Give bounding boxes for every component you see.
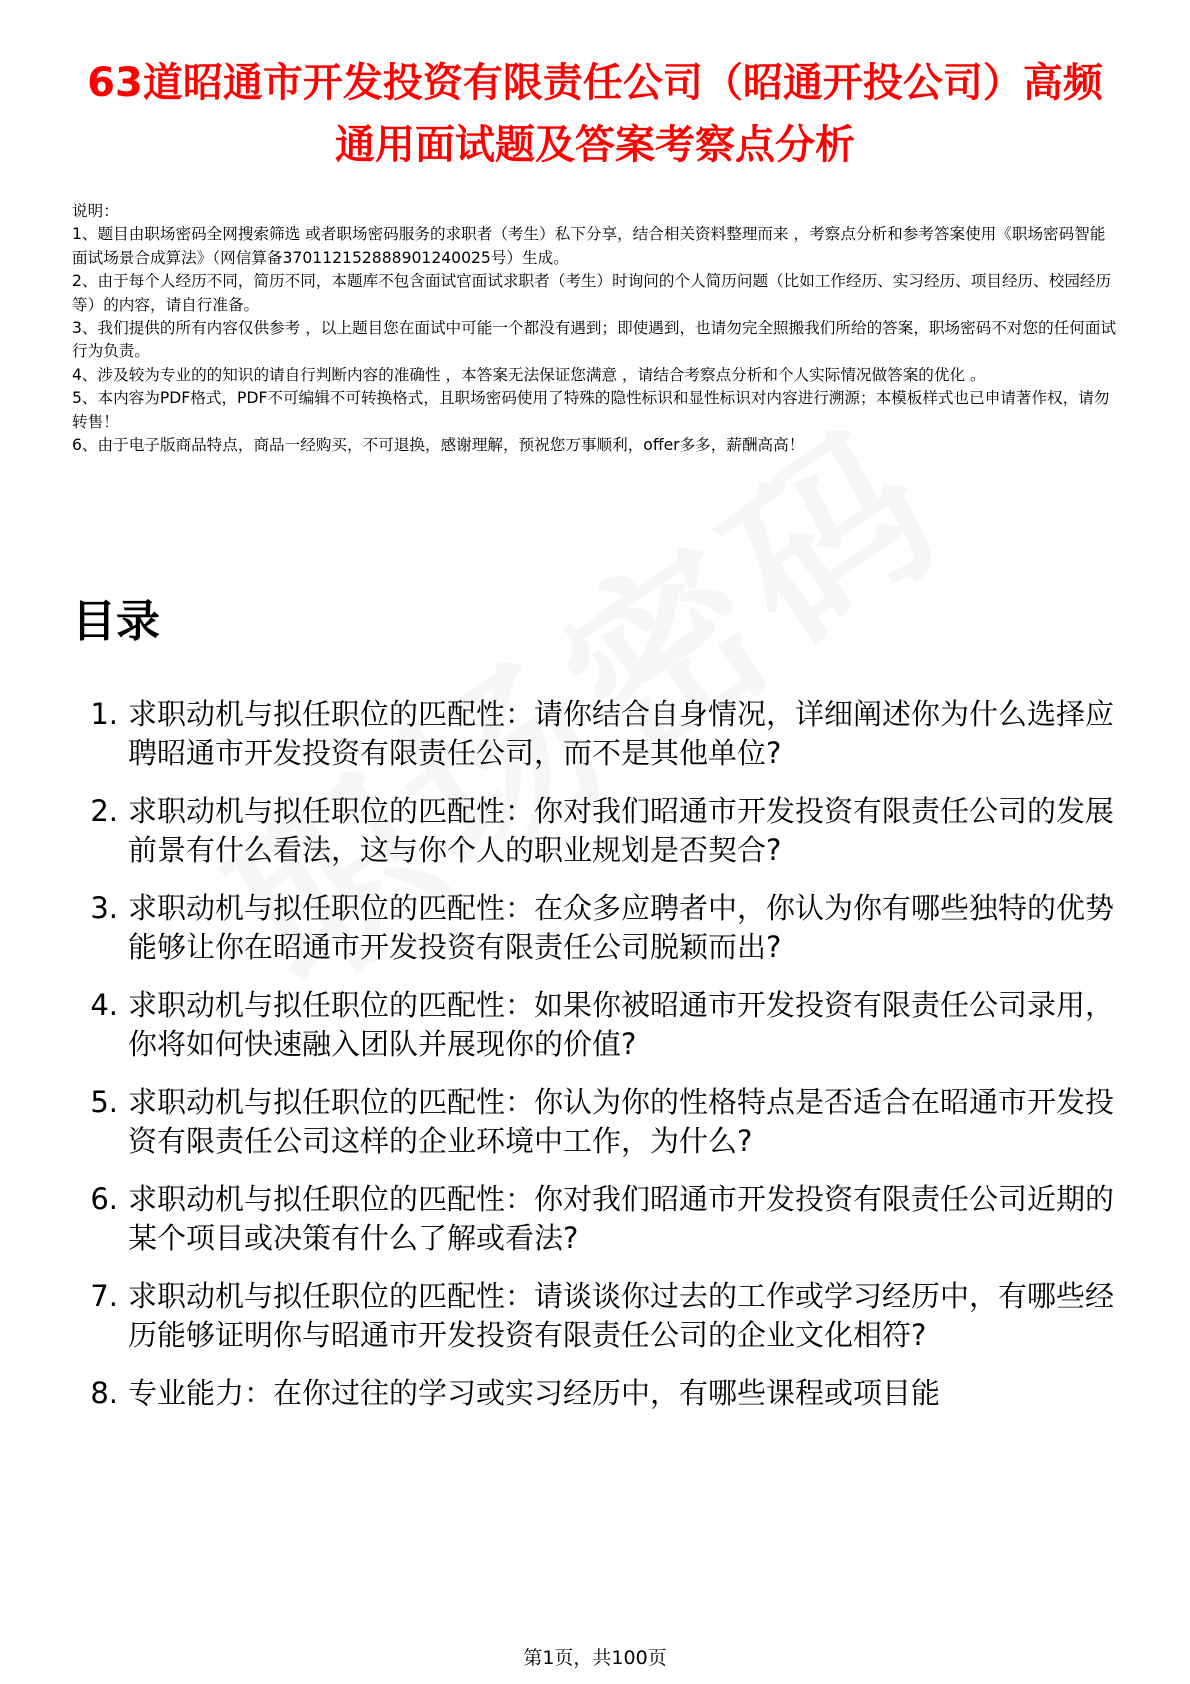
toc-item-number: 7. (90, 1279, 118, 1313)
toc-item[interactable] (72, 792, 1120, 870)
toc-item-number: 5. (90, 1085, 118, 1119)
page-footer: 第1页，共100页 (523, 1647, 667, 1669)
toc-item-text: 求职动机与拟任职位的匹配性：如果你被昭通市开发投资有限责任公司录用，你将如何快速融入团队并展现你的价值? (128, 988, 1115, 1061)
notes-line: 4、涉及较为专业的的知识的请自行判断内容的准确性 ，本答案无法保证您满意 ，请结合考察点分析和个人实际情况做答案的优化 。 (72, 365, 986, 384)
toc-item-text: 求职动机与拟任职位的匹配性：你对我们昭通市开发投资有限责任公司的发展前景有什么看法，这与你个人的职业规划是否契合? (128, 794, 1115, 867)
toc-item[interactable] (72, 1083, 1120, 1161)
toc-item-number: 1. (90, 697, 118, 731)
toc-item-text: 求职动机与拟任职位的匹配性：在众多应聘者中，你认为你有哪些独特的优势能够让你在昭通市开发投资有限责任公司脱颖而出? (128, 891, 1115, 964)
notes-line: 2、由于每个人经历不同，简历不同，本题库不包含面试官面试求职者（考生）时询问的个人简历问题（比如工作经历、实习经历、项目经历、校园经历等）的内容，请自行准备。 (72, 272, 1112, 314)
toc-item[interactable] (72, 889, 1120, 967)
toc-item-text: 求职动机与拟任职位的匹配性：你对我们昭通市开发投资有限责任公司近期的某个项目或决策有什么了解或看法? (128, 1182, 1115, 1255)
toc-item-text: 求职动机与拟任职位的匹配性：请你结合自身情况，详细阐述你为什么选择应聘昭通市开发投资有限责任公司，而不是其他单位? (128, 697, 1115, 770)
toc-item[interactable] (72, 1277, 1120, 1355)
toc-item[interactable] (72, 1374, 1120, 1413)
toc-item-number: 4. (90, 988, 118, 1022)
toc-item-number: 6. (90, 1182, 118, 1216)
toc-item[interactable] (72, 1180, 1120, 1258)
notes-line: 6、由于电子版商品特点，商品一经购买，不可退换，感谢理解，预祝您万事顺利，offer多多，薪酬高高！ (72, 436, 805, 455)
toc-item-number: 3. (90, 891, 118, 925)
notes-line: 说明： (72, 202, 119, 220)
notes-line: 5、本内容为PDF格式，PDF不可编辑不可转换格式，且职场密码使用了特殊的隐性标识和显性标识对内容进行溯源；本模板样式也已申请著作权，请勿转售！ (72, 389, 1110, 431)
notes-section (72, 200, 1120, 457)
notes-line: 3、我们提供的所有内容仅供参考 ，以上题目您在面试中可能一个都没有遇到；即使遇到，也请勿完全照搬我们所给的答案，职场密码不对您的任何面试行为负责。 (72, 319, 1117, 361)
toc-item[interactable] (72, 986, 1120, 1064)
toc-heading: 目录 (72, 596, 160, 647)
toc-item[interactable] (72, 695, 1120, 773)
table-of-contents (72, 695, 1120, 1432)
toc-item-number: 2. (90, 794, 118, 828)
document-title: 63道昭通市开发投资有限责任公司（昭通开投公司）高频通用面试题及答案考察点分析 (87, 60, 1103, 168)
notes-line: 1、题目由职场密码全网搜索筛选 或者职场密码服务的求职者（考生）私下分享，结合相关资料整理而来 ，考察点分析和参考答案使用《职场密码智能面试场景合成算法》（网信算备370112152888901240025号）生成。 (72, 225, 1106, 267)
toc-item-text: 专业能力：在你过往的学习或实习经历中，有哪些课程或项目能 (128, 1376, 941, 1410)
toc-item-text: 求职动机与拟任职位的匹配性：请谈谈你过去的工作或学习经历中，有哪些经历能够证明你与昭通市开发投资有限责任公司的企业文化相符? (128, 1279, 1115, 1352)
toc-item-number: 8. (90, 1376, 118, 1410)
toc-item-text: 求职动机与拟任职位的匹配性：你认为你的性格特点是否适合在昭通市开发投资有限责任公司这样的企业环境中工作，为什么? (128, 1085, 1115, 1158)
